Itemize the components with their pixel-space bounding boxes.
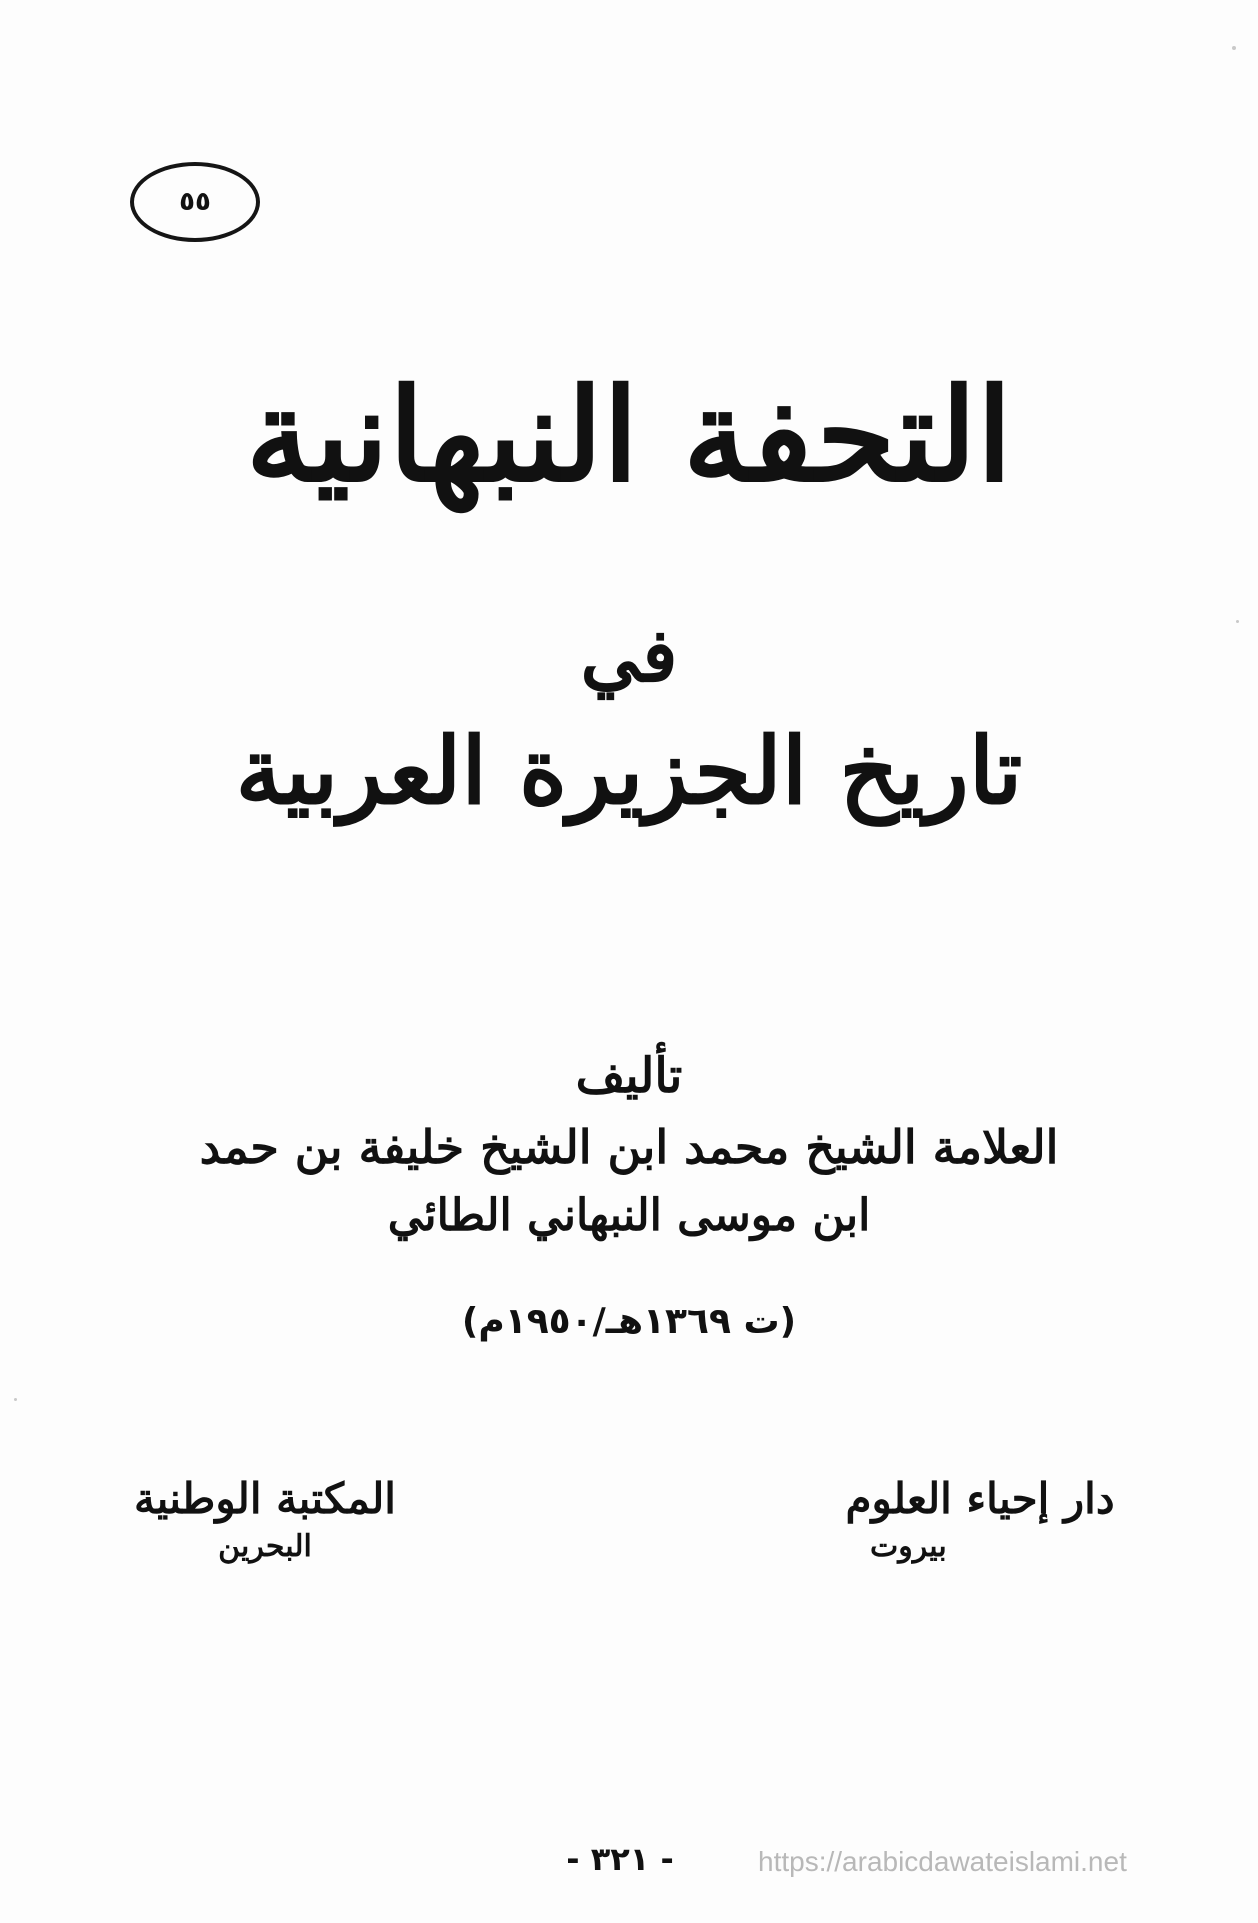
number-badge — [130, 162, 260, 242]
title-connector: في — [580, 613, 678, 699]
scan-speck — [1236, 620, 1239, 623]
author-name-line-1: العلامة الشيخ محمد ابن الشيخ خليفة بن حمد — [199, 1120, 1059, 1174]
scan-speck — [14, 1398, 17, 1401]
publisher-left-city: البحرين — [218, 1528, 312, 1564]
publisher-left — [100, 1472, 430, 1566]
book-title: التحفة النبهانية — [245, 361, 1013, 511]
book-subtitle: تاريخ الجزيرة العربية — [235, 717, 1023, 825]
page-number: - ٣٢١ - — [566, 1840, 674, 1878]
publisher-right — [830, 1472, 1130, 1566]
number-badge-text: ٥٥ — [179, 187, 211, 217]
author-death-dates: (ت ١٣٦٩هـ/١٩٥٠م) — [461, 1301, 797, 1342]
scan-speck — [1232, 46, 1236, 50]
publisher-right-city: بيروت — [870, 1528, 947, 1564]
watermark-url: https://arabicdawateislami.net — [758, 1846, 1127, 1877]
publisher-right-name: دار إحياء العلوم — [845, 1474, 1115, 1523]
author-name-line-2: ابن موسى النبهاني الطائي — [387, 1190, 871, 1241]
publisher-left-name: المكتبة الوطنية — [134, 1474, 396, 1523]
author-label: تأليف — [575, 1048, 683, 1104]
